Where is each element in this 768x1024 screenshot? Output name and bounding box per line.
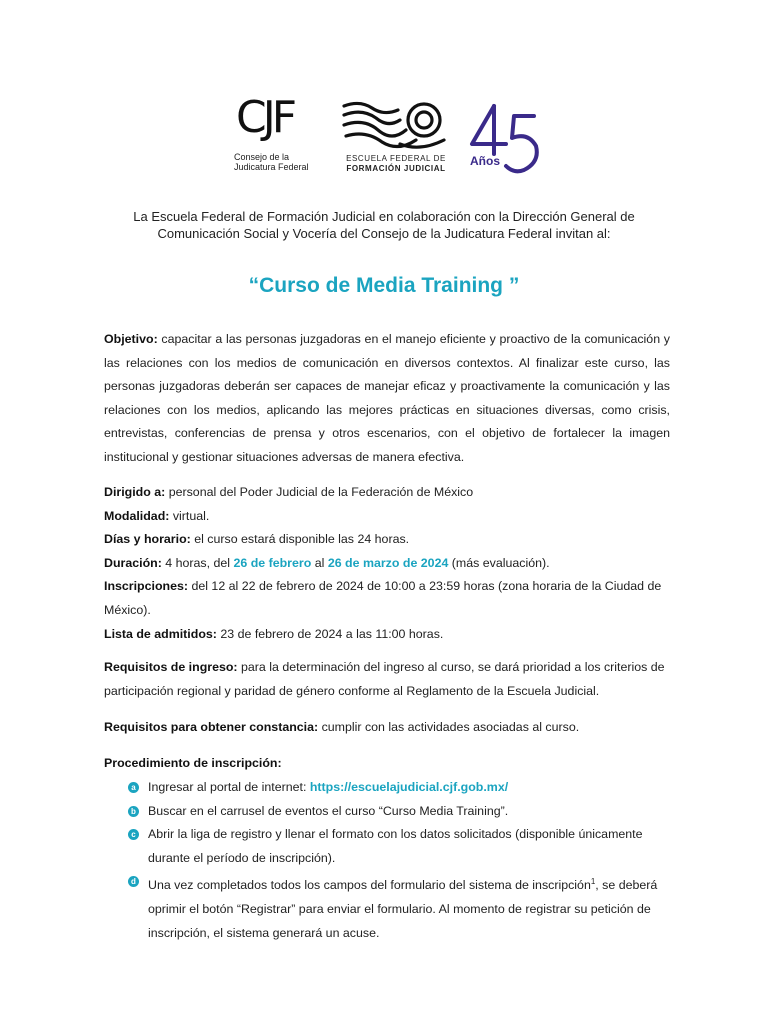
- modalidad-line: [104, 505, 670, 529]
- step-text: Buscar en el carrusel de eventos el curso “Curso Media Training”.: [148, 803, 509, 818]
- list-item: [128, 776, 672, 800]
- list-item: [128, 870, 672, 945]
- duracion-end-date: 26 de marzo de 2024: [327, 555, 449, 570]
- requisitos-ingreso-paragraph: [104, 656, 670, 703]
- efj-logo: [340, 98, 452, 182]
- procedimiento-label: Procedimiento de inscripción:: [104, 756, 282, 770]
- requisitos-constancia-text: cumplir con las actividades asociadas al curso.: [318, 720, 580, 734]
- efj-caption-line2: FORMACIÓN JUDICIAL: [346, 164, 446, 173]
- efj-logo-caption: [340, 154, 452, 174]
- step-text: Ingresar al portal de internet:: [148, 780, 310, 794]
- step-marker: b: [128, 806, 139, 817]
- objetivo-label: Objetivo:: [104, 332, 158, 346]
- efj-caption-line1: ESCUELA FEDERAL DE: [346, 154, 446, 163]
- dirigido-line: [104, 481, 670, 505]
- anniversary-45-icon: [468, 100, 544, 182]
- cjf-logo: [232, 92, 328, 182]
- inscripciones-text: del 12 al 22 de febrero de 2024 de 10:00 a 23:59 horas (zona horaria de la Ciudad de México).: [104, 579, 662, 617]
- step-text: Una vez completados todos los campos del formulario del sistema de inscripción: [148, 878, 591, 893]
- list-item: [128, 823, 672, 870]
- step-marker: d: [128, 876, 139, 887]
- step-marker: a: [128, 782, 139, 793]
- cjf-caption-line1: Consejo de la: [234, 152, 290, 162]
- dirigido-text: personal del Poder Judicial de la Federación de México: [165, 485, 474, 499]
- step-marker: c: [128, 829, 139, 840]
- duracion-pre: 4 horas, del: [161, 555, 234, 570]
- dirigido-label: Dirigido a:: [104, 485, 166, 499]
- duracion-label: Duración:: [104, 555, 162, 570]
- duracion-post: (más evaluación).: [448, 555, 550, 570]
- efj-waves-icon: [340, 98, 452, 152]
- dias-label: Días y horario:: [104, 532, 191, 547]
- objetivo-paragraph: [104, 328, 670, 470]
- requisitos-constancia-label: Requisitos para obtener constancia:: [104, 720, 319, 734]
- procedimiento-steps: [128, 776, 672, 945]
- duracion-mid: al: [311, 555, 328, 570]
- intro-text: La Escuela Federal de Formación Judicial en colaboración con la Dirección General de Comunicación Social y Vocería del Consejo de la Judicatura Federal invitan al:: [133, 209, 635, 241]
- course-details: [104, 481, 670, 646]
- list-item: [128, 800, 672, 824]
- requisitos-ingreso-text: para la determinación del ingreso al curso, se dará prioridad a los criterios de participación regional y paridad de género conforme al Reglamento de la Escuela Judicial.: [104, 660, 665, 698]
- requisitos-constancia-paragraph: [104, 716, 670, 740]
- cjf-caption-line2: Judicatura Federal: [234, 162, 309, 172]
- duracion-line: [104, 552, 670, 576]
- step-text: Abrir la liga de registro y llenar el formato con los datos solicitados (disponible únicamente durante el período de inscripción).: [148, 827, 643, 865]
- inscripciones-label: Inscripciones:: [104, 579, 189, 594]
- requisitos-ingreso-label: Requisitos de ingreso:: [104, 660, 238, 674]
- footnote-marker: 1: [590, 877, 596, 887]
- objetivo-text: capacitar a las personas juzgadoras en el manejo eficiente y proactivo de la comunicación y las relaciones con los medios de comunicación en diversos contextos. Al finalizar este curso, las personas juzgadoras deberán ser capaces de manejar eficaz y proactivamente la comunicación y las relaciones con los medios, aplicando las mejores prácticas en situaciones diversas, como crisis, entrevistas, conferencias de prensa y otros escenarios, con el objetivo de fortalecer la imagen institucional y gestionar situaciones adversas de manera efectiva.: [104, 332, 670, 464]
- admitidos-label: Lista de admitidos:: [104, 626, 217, 641]
- dias-line: [104, 528, 670, 552]
- step-text-continued: , se deberá oprimir el botón “Registrar” para enviar el formulario. Al momento de registrar su petición de inscripción, el sistema generará un acuse.: [148, 878, 658, 940]
- dias-text: el curso estará disponible las 24 horas.: [190, 532, 410, 547]
- admitidos-text: 23 de febrero de 2024 a las 11:00 horas.: [216, 626, 444, 641]
- cjf-logo-caption: [234, 152, 328, 172]
- modalidad-label: Modalidad:: [104, 508, 170, 523]
- duracion-start-date: 26 de febrero: [233, 555, 312, 570]
- portal-link[interactable]: https://escuelajudicial.cjf.gob.mx/: [309, 780, 509, 794]
- admitidos-line: [104, 623, 670, 647]
- page-title: “Curso de Media Training ”: [248, 274, 520, 297]
- header-logos: [232, 92, 552, 186]
- procedimiento-heading: [104, 752, 670, 776]
- modalidad-text: virtual.: [169, 508, 210, 523]
- anniversary-logo: [468, 100, 544, 182]
- inscripciones-line: [104, 575, 670, 622]
- anniversary-label: Años: [470, 154, 500, 168]
- cjf-logo-mark: CJF: [236, 92, 294, 143]
